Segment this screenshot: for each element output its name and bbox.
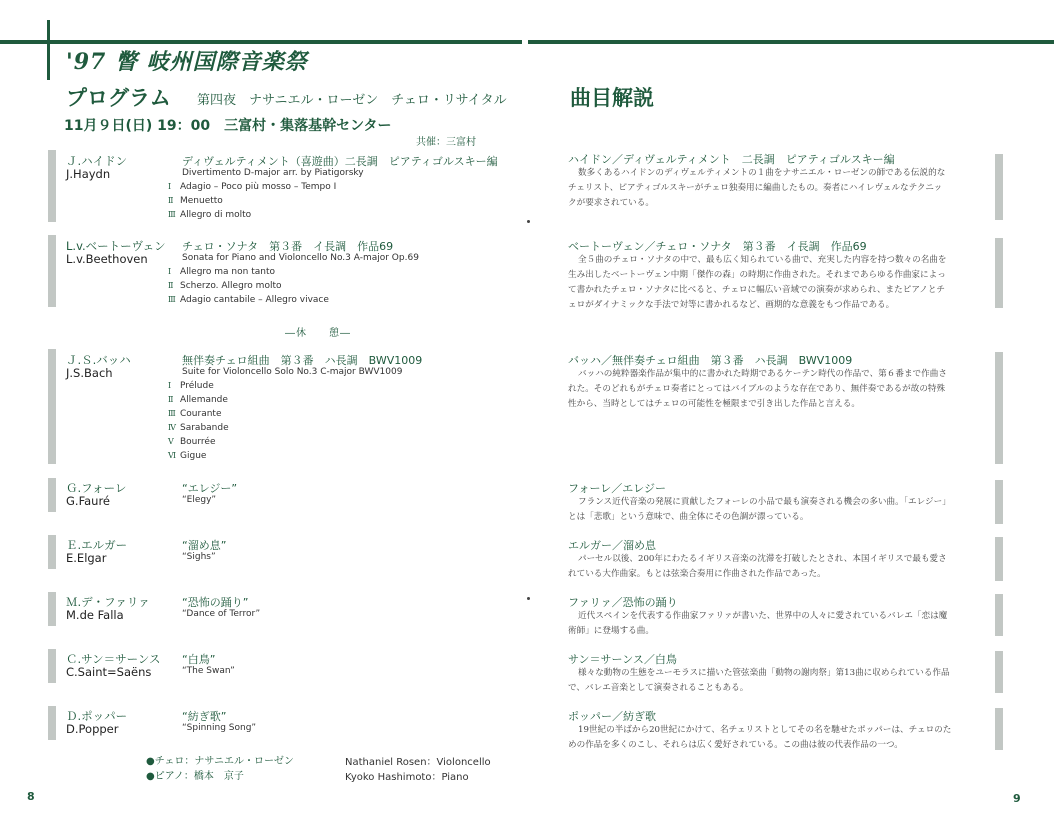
note-line: めの作品を多くのこし、それらは広く愛好されている。この曲は彼の代表作品の一つ。 — [568, 740, 903, 750]
work-title-jp: 無伴奏チェロ組曲 第３番 ハ長調 BWV1009 — [182, 354, 423, 367]
movement — [168, 437, 216, 447]
print-speck — [527, 220, 530, 223]
movement-title: Adagio cantabile – Allegro vivace — [180, 295, 329, 305]
work-title-jp: チェロ・ソナタ 第３番 イ長調 作品69 — [182, 240, 394, 253]
composer-jp: Ｅ.エルガー — [66, 538, 128, 552]
work-title-jp: “恐怖の踊り” — [182, 596, 249, 609]
work-title-en: “Spinning Song” — [182, 723, 257, 733]
work-title-en: “The Swan” — [182, 666, 235, 676]
print-speck — [527, 597, 530, 600]
program-bar — [48, 535, 56, 569]
note-bar — [995, 154, 1003, 220]
note-line: 術師」に登場する曲。 — [568, 626, 654, 636]
movement — [168, 210, 251, 220]
movement-title: Bourrée — [180, 437, 216, 447]
movement — [168, 267, 275, 277]
note-bar — [995, 352, 1003, 464]
note-line: チェリスト、ピアティゴルスキーがチェロ独奏用に編曲したもの。奏者にハイレヴェルなテクニッ — [568, 183, 943, 193]
movement — [168, 182, 336, 192]
composer-jp: L.v.ベートーヴェン — [66, 239, 166, 253]
work-title-en: “Sighs” — [182, 552, 216, 562]
movement-number: Ⅲ — [168, 409, 176, 418]
movement — [168, 196, 223, 206]
note-line: 近代スペインを代表する作曲家ファリァが書いた、世界中の人々に愛されているバレエ「恋は魔 — [578, 611, 948, 621]
movement-number: Ⅴ — [168, 437, 174, 446]
movement — [168, 423, 229, 433]
note-line: れた。そのどれもがチェロ奏者にとってはバイブルのような存在であり、無伴奏であるが故の特殊 — [568, 384, 946, 394]
movement-title: Sarabande — [180, 423, 229, 433]
work-title-en: Sonata for Piano and Violoncello No.3 A-major Op.69 — [182, 253, 419, 263]
work-title-jp: “溜め息” — [182, 539, 227, 552]
program-bar — [48, 478, 56, 512]
work-title-jp: “エレジー” — [182, 482, 238, 495]
note-line: 生み出したベートーヴェン中期「傑作の森」の時期に作曲された。それまであらゆる作曲家によっ — [568, 270, 946, 280]
note-bar — [995, 708, 1003, 750]
composer-en: E.Elgar — [66, 551, 107, 565]
movement-number: Ⅰ — [168, 267, 172, 276]
note-line: て書かれたチェロ・ソナタに比べると、チェロに幅広い音域での演奏が求められ、またピアノとチ — [568, 285, 946, 295]
composer-jp: Ｄ.ポッパー — [66, 709, 128, 723]
note-bar — [995, 238, 1003, 308]
note-line: ェロがダイナミックな手法で対等に書かれるなど、画期的な意義をもつ作品である。 — [568, 300, 895, 310]
movement-number: Ⅰ — [168, 381, 172, 390]
note-heading: バッハ／無伴奏チェロ組曲 第３番 ハ長調 BWV1009 — [568, 354, 853, 367]
movement-number: Ⅵ — [168, 451, 177, 460]
top-rule-right — [528, 40, 1054, 44]
note-bar — [995, 480, 1003, 524]
movement-title: Scherzo. Allegro molto — [180, 281, 282, 291]
note-line: パーセル以後、200年にわたるイギリス音楽の沈滞を打破したとされ、本国イギリスで最も愛さ — [578, 554, 947, 564]
movement — [168, 295, 329, 305]
note-line: 19世紀の半ばから20世紀にかけて、名チェリストとしてその名を馳せたポッパーは、チェロのた — [578, 725, 952, 735]
movement — [168, 409, 221, 419]
composer-en: J.S.Bach — [66, 366, 113, 380]
concert-subtitle: 第四夜 ナサニエル・ローゼン チェロ・リサイタル — [197, 93, 507, 108]
work-title-en: “Elegy” — [182, 495, 217, 505]
performer-cello-jp: ●チェロ：ナサニエル・ローゼン — [146, 756, 294, 767]
note-body — [568, 367, 986, 412]
page-number-left: 8 — [27, 790, 35, 803]
movement-number: Ⅲ — [168, 210, 176, 219]
note-heading: ハイドン／ディヴェルティメント 二長調 ピアティゴルスキー編 — [568, 153, 895, 166]
movement-number: Ⅱ — [168, 395, 174, 404]
festival-title: '97 瞥 岐州国際音楽祭 — [66, 49, 308, 75]
program-bar — [48, 706, 56, 740]
note-line: 全５曲のチェロ・ソナタの中で、最も広く知られている曲で、充実した内容を持つ数々の名曲を — [578, 255, 947, 265]
note-line: バッハの純粋器楽作品が集中的に書かれた時期であるケーテン時代の作品で、第６番まで作曲さ — [578, 369, 947, 379]
note-heading: サン＝サーンス／白鳥 — [568, 653, 677, 666]
note-bar — [995, 651, 1003, 693]
note-bar — [995, 537, 1003, 581]
composer-en: C.Saint=Saëns — [66, 665, 152, 679]
movement-number: Ⅱ — [168, 281, 174, 290]
note-body — [568, 723, 986, 753]
note-line: クが要求されている。 — [568, 198, 654, 208]
intermission-label: ―休 憩― — [285, 328, 351, 339]
date-venue-line: 11月９日(日) 19：00 三富村・集落基幹センター — [64, 118, 392, 134]
movement-number: Ⅲ — [168, 295, 176, 304]
note-bar — [995, 594, 1003, 636]
work-title-en: “Dance of Terror” — [182, 609, 261, 619]
work-title-en: Suite for Violoncello Solo No.3 C-major BWV1009 — [182, 367, 403, 377]
movement-number: Ⅰ — [168, 182, 172, 191]
composer-jp: Ｊ.Ｓ.バッハ — [66, 353, 131, 367]
note-line: で、バレエ音楽として演奏されることもある。 — [568, 683, 749, 693]
note-body — [568, 495, 986, 525]
composer-jp: Ｊ.ハイドン — [66, 154, 128, 168]
note-body — [568, 166, 986, 211]
work-title-jp: “白鳥” — [182, 653, 216, 666]
note-body — [568, 253, 986, 313]
program-bar — [48, 592, 56, 626]
movement — [168, 395, 228, 405]
composer-en: G.Fauré — [66, 494, 111, 508]
movement-title: Allegro ma non tanto — [180, 267, 275, 277]
program-bar — [48, 349, 56, 464]
movement-title: Adagio – Poco più mosso – Tempo Ⅰ — [180, 182, 337, 192]
movement — [168, 381, 214, 391]
work-title-jp: “紡ぎ歌” — [182, 710, 227, 723]
note-line: 数多くあるハイドンのディヴェルティメントの１曲をナサニエル・ローゼンの師である伝説的な — [578, 168, 946, 178]
movement — [168, 281, 281, 291]
movement-title: Allegro di molto — [180, 210, 252, 220]
note-line: 様々な動物の生態をユーモラスに描いた管弦楽曲「動物の謝肉祭」第13曲に収められている作品 — [578, 668, 950, 678]
movement-title: Allemande — [180, 395, 228, 405]
note-body — [568, 609, 986, 639]
note-body — [568, 666, 986, 696]
note-line: れている大作曲家。もとは弦楽合奏用に作曲された作品であった。 — [568, 569, 826, 579]
movement-title: Prélude — [180, 381, 214, 391]
movement-number: Ⅳ — [168, 423, 176, 432]
note-heading: フォーレ／エレジー — [568, 482, 666, 495]
performer-piano-jp: ●ピアノ：橋本 京子 — [146, 771, 244, 782]
note-heading: ベートーヴェン／チェロ・ソナタ 第３番 イ長調 作品69 — [568, 240, 867, 253]
composer-jp: Ｍ.デ・ファリァ — [66, 595, 150, 609]
movement-title: Menuetto — [180, 196, 223, 206]
notes-title: 曲目解説 — [570, 86, 654, 110]
program-bar — [48, 649, 56, 683]
movement-number: Ⅱ — [168, 196, 174, 205]
corner-rule-vertical — [47, 20, 50, 80]
program-bar — [48, 150, 56, 222]
composer-en: J.Haydn — [66, 167, 111, 181]
note-body — [568, 552, 986, 582]
program-label: プログラム — [66, 86, 171, 110]
composer-en: D.Popper — [66, 722, 119, 736]
program-bar — [48, 235, 56, 307]
top-rule-left — [0, 40, 522, 44]
performer-cello-en: Nathaniel Rosen：Violoncello — [345, 757, 491, 768]
movement-title: Courante — [180, 409, 222, 419]
composer-jp: Ｇ.フォーレ — [66, 481, 127, 495]
note-heading: ポッパー／紡ぎ歌 — [568, 710, 656, 723]
work-title-en: Divertimento D-major arr. by Piatigorsky — [182, 168, 364, 178]
sponsor-line: 共催：三富村 — [416, 137, 476, 148]
note-line: 性から、当時としてはチェロの可能性を極限まで引き出した作品と言える。 — [568, 399, 860, 409]
movement — [168, 451, 206, 461]
performer-piano-en: Kyoko Hashimoto：Piano — [345, 772, 469, 783]
note-line: とは「悲歌」という意味で、曲全体にその色調が漂っている。 — [568, 512, 809, 522]
composer-jp: Ｃ.サン＝サーンス — [66, 652, 161, 666]
note-heading: エルガー／溜め息 — [568, 539, 656, 552]
movement-title: Gigue — [180, 451, 207, 461]
page-number-right: 9 — [1013, 792, 1021, 805]
note-heading: ファリァ／恐怖の踊り — [568, 596, 678, 609]
composer-en: M.de Falla — [66, 608, 124, 622]
note-line: フランス近代音楽の発展に貢献したフォーレの小品で最も演奏される機会の多い曲。「エレジー」 — [578, 497, 951, 507]
composer-en: L.v.Beethoven — [66, 252, 148, 266]
work-title-jp: ディヴェルティメント（喜遊曲）二長調 ピアティゴルスキー編 — [182, 155, 498, 168]
